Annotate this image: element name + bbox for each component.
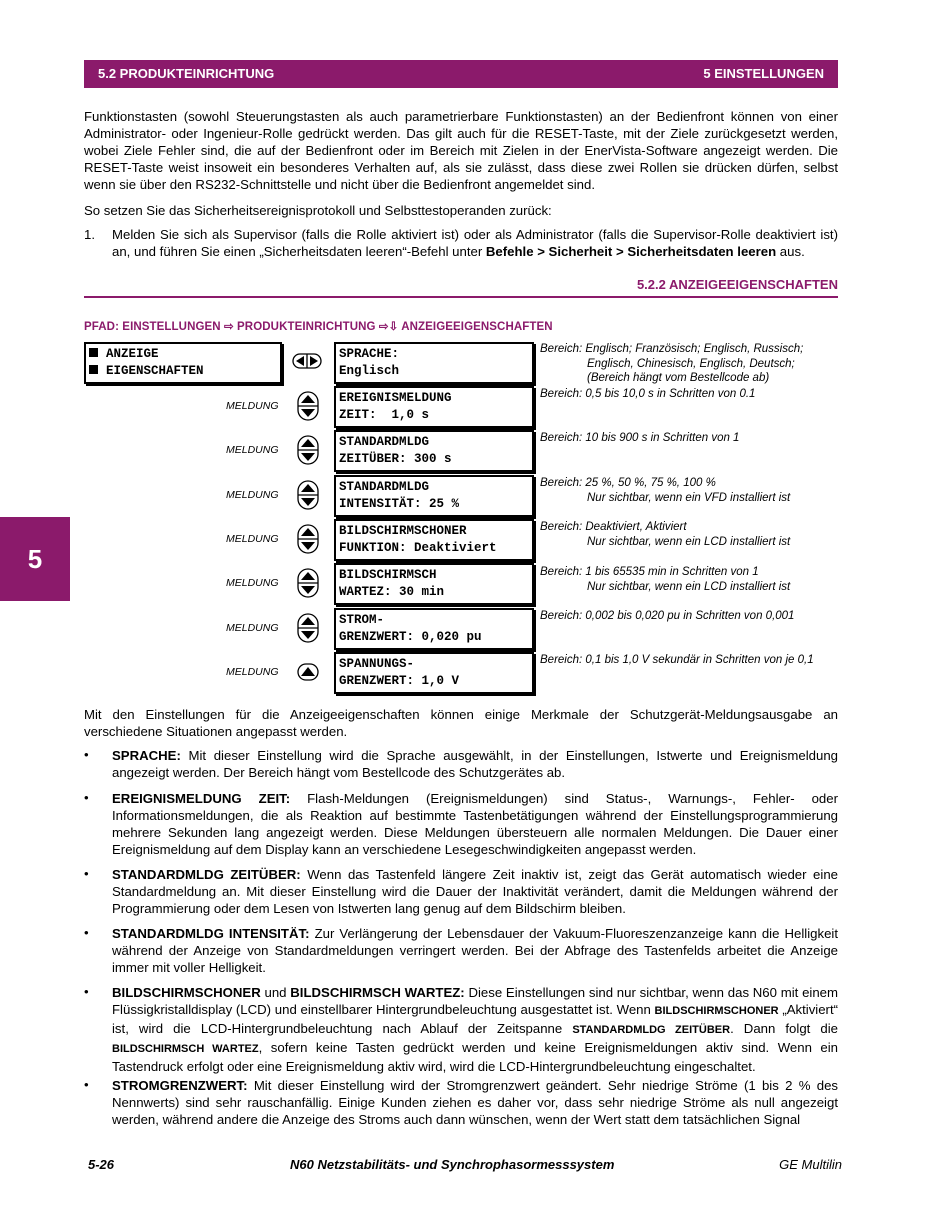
bullet-body: Diese Einstellungen sind nur sichtbar, wenn das N60 mit einem Flüssigkristalldisplay (LCD) und einstellbarer Hintergrundbeleuchtung ausgestattet ist. Wenn	[112, 985, 838, 1017]
section-title: 5.2.2 ANZEIGEEIGENSCHAFTEN	[636, 277, 838, 292]
range-standardmldg-zeitueber	[540, 431, 739, 446]
bullet-body: Mit dieser Einstellung wird die Sprache ausgewählt, in der Einstellungen, Istwerte und Ereignismeldung angezeigt werden. Der Bereich hängt vom Bestellcode des Schutzgerätes ab.	[112, 748, 838, 780]
meldung-label: MELDUNG	[226, 400, 279, 412]
range-line-1: Bereich: Deaktiviert, Aktiviert	[540, 521, 687, 533]
menu-line-1-text: ANZEIGE	[106, 347, 159, 361]
up-down-arrow-icon	[297, 613, 319, 643]
bullet-marker: •	[84, 925, 89, 940]
up-arrow-icon	[297, 663, 319, 681]
lcd-line-2: INTENSITÄT: 25 %	[339, 497, 460, 511]
meldung-label: MELDUNG	[226, 666, 279, 678]
range-line-1: Bereich: 0,5 bis 10,0 s in Schritten von 0.1	[540, 388, 756, 400]
range-line-1: Bereich: 10 bis 900 s in Schritten von 1	[540, 432, 740, 444]
range-line-2: Englisch, Chinesisch, Englisch, Deutsch;	[587, 357, 795, 370]
meldung-label: MELDUNG	[226, 489, 279, 501]
step-text	[112, 226, 838, 260]
description-paragraph: Mit den Einstellungen für die Anzeigeeigenschaften können einige Merkmale der Schutzgerät-Meldungsausgabe an verschiedene Situationen angepasst werden.	[84, 707, 838, 739]
bullet-body: , sofern keine Tasten gedrückt werden und keine Ereignismeldungen aktiv sind. Wenn ein Tastendruck erfolgt oder eine Ereignismeldung aktiv wird, wird die LCD-Hintergrundbeleuchtung eingeschaltet.	[112, 1040, 838, 1074]
page-header	[84, 60, 838, 88]
lcd-bildschirmsch-wartez	[334, 563, 534, 605]
range-line-1: Bereich: 0,002 bis 0,020 pu in Schritten von 0,001	[540, 610, 795, 622]
bullet-term-2: BILDSCHIRMSCH WARTEZ:	[290, 985, 465, 1000]
lcd-stromgrenzwert	[334, 608, 534, 650]
intro-paragraph-1: Funktionstasten (sowohl Steuerungstasten als auch parametrierbare Funktionstasten) an der Bedienfront können von einer Administrator- oder Ingenieur-Rolle gedrückt werden. Das gilt auch für die RESET-Taste, mit der Ziele zurückgesetzt werden, wobei Ziele Fehler sind, die auf der Bedienfront oder im Bereich mit Zielen in der EnerVista-Software angezeigt werden. Die RESET-Taste weist insoweit ein besonderes Verhalten auf, als sie zulässt, dass diese zwei Rollen sie drücken dürfen, selbst wenn sie über den RS232-Schnittstelle und nicht über die Bedienfront angemeldet sind.	[84, 109, 838, 192]
up-down-arrow-icon	[297, 391, 319, 421]
up-down-arrow-icon	[297, 524, 319, 554]
publisher: GE Multilin	[779, 1157, 842, 1172]
meldung-label: MELDUNG	[226, 444, 279, 456]
bullet-sprache	[112, 747, 838, 781]
lcd-line-1: STROM-	[339, 613, 385, 627]
bullet-marker: •	[84, 984, 89, 999]
lcd-line-1: SPRACHE:	[339, 347, 400, 361]
header-section-label: 5.2 PRODUKTEINRICHTUNG	[98, 66, 275, 81]
setting-ref: STANDARDMLDG ZEITÜBER	[572, 1024, 731, 1036]
bullet-body: Mit dieser Einstellung wird der Stromgrenzwert geändert. Sehr niedrige Ströme (1 bis 2 % des Nennwerts) sind sehr rauschanfällig. Einige Kunden ziehen es daher vor, dass sehr niedrige Ströme als null angezeigt werden, während andere die Anzeige des Stroms auch dann wünschen, wenn der Wert statt dem tatsächlichen Signal	[112, 1078, 838, 1127]
bullet-bildschirmschoner	[112, 984, 838, 1075]
bullet-ereignismeldung-zeit	[112, 790, 838, 858]
page-number: 5-26	[88, 1157, 115, 1172]
lcd-bildschirmschoner	[334, 519, 534, 561]
lcd-line-1: BILDSCHIRMSCH	[339, 568, 437, 582]
up-down-arrow-icon	[297, 480, 319, 510]
lcd-line-2: Englisch	[339, 364, 400, 378]
range-sprache	[540, 342, 803, 386]
range-bildschirmsch-wartez	[540, 565, 790, 594]
range-line-2: Nur sichtbar, wenn ein LCD installiert ist	[587, 580, 791, 593]
bullet-term: SPRACHE:	[112, 748, 181, 763]
step-command-path: Befehle > Sicherheit > Sicherheitsdaten leeren	[485, 244, 777, 259]
meldung-label: MELDUNG	[226, 533, 279, 545]
setting-ref: BILDSCHIRMSCHONER	[654, 1005, 779, 1017]
range-line-3: (Bereich hängt vom Bestellcode ab)	[587, 372, 770, 384]
step-number: 1.	[84, 227, 95, 242]
lcd-line-1: EREIGNISMELDUNG	[339, 391, 452, 405]
lcd-line-1: BILDSCHIRMSCHONER	[339, 524, 467, 538]
lcd-line-2: ZEIT: 1,0 s	[339, 408, 430, 422]
header-chapter-label: 5 EINSTELLUNGEN	[703, 66, 824, 81]
bullet-term: EREIGNISMELDUNG ZEIT:	[112, 791, 291, 806]
bullet-body: Zur Verlängerung der Lebensdauer der Vakuum-Fluoreszenzanzeige kann die Helligkeit während der Anzeige von Standardmeldungen verringert werden. Bei der Abfrage des Tastenfelds arbeitet die Anzeige immer mit voller Helligkeit.	[112, 926, 838, 975]
range-stromgrenzwert	[540, 609, 794, 624]
lcd-line-2: FUNKTION: Deaktiviert	[339, 541, 497, 555]
settings-path: PFAD: EINSTELLUNGEN ⇨ PRODUKTEINRICHTUNG ⇨⇩ ANZEIGEEIGENSCHAFTEN	[84, 321, 553, 333]
lcd-ereignismeldung-zeit	[334, 386, 534, 428]
lcd-line-2: ZEITÜBER: 300 s	[339, 452, 452, 466]
lcd-line-2: WARTEZ: 30 min	[339, 585, 445, 599]
range-spannungsgrenzwert	[540, 653, 814, 668]
bullet-term: BILDSCHIRMSCHONER	[112, 985, 261, 1000]
range-line-2: Nur sichtbar, wenn ein LCD installiert ist	[587, 535, 791, 548]
bullet-term: STROMGRENZWERT:	[112, 1078, 248, 1093]
left-right-arrow-icon	[292, 353, 322, 369]
lcd-line-2: GRENZWERT: 1,0 V	[339, 674, 460, 688]
lcd-sprache	[334, 342, 534, 384]
bullet-marker: •	[84, 866, 89, 881]
bullet-marker: •	[84, 1077, 89, 1092]
lcd-line-1: SPANNUNGS-	[339, 657, 415, 671]
lcd-line-1: STANDARDMLDG	[339, 480, 430, 494]
menu-header-box	[84, 342, 282, 384]
bullet-term: STANDARDMLDG ZEITÜBER:	[112, 867, 301, 882]
step-text-part: Melden Sie sich als Supervisor (falls die Rolle aktiviert ist) oder als Administrator (falls die Supervisor-Rolle deaktiviert ist) an, und führen Sie einen „Sicherheitsdaten leeren“-Befehl unter	[112, 227, 838, 259]
step-text-end: aus.	[776, 244, 805, 259]
menu-line-2	[89, 363, 280, 380]
menu-line-1	[89, 346, 280, 363]
range-line-1: Bereich: 0,1 bis 1,0 V sekundär in Schritten von je 0,1	[540, 654, 814, 666]
range-ereignismeldung-zeit	[540, 387, 755, 402]
bullet-body: Wenn das Tastenfeld längere Zeit inaktiv ist, zeigt das Gerät automatisch wieder eine Standardmeldung an. Mit dieser Einstellung wird die Dauer der Inaktivität verändert, damit die Meldungen während der Programmierung oder dem Lesen von Istwerten lang genug auf dem Bildschirm bleiben.	[112, 867, 838, 916]
range-line-1: Bereich: 25 %, 50 %, 75 %, 100 %	[540, 477, 716, 489]
lcd-standardmldg-intensitaet	[334, 475, 534, 517]
up-down-arrow-icon	[297, 568, 319, 598]
meldung-label: MELDUNG	[226, 577, 279, 589]
range-line-1: Bereich: Englisch; Französisch; Englisch, Russisch;	[540, 343, 804, 355]
bullet-body: . Dann folgt die	[730, 1021, 838, 1036]
bullet-marker: •	[84, 790, 89, 805]
bullet-term: STANDARDMLDG INTENSITÄT:	[112, 926, 310, 941]
document-title: N60 Netzstabilitäts- und Synchrophasormesssystem	[290, 1157, 615, 1172]
setting-ref: BILDSCHIRMSCH WARTEZ	[112, 1043, 259, 1055]
lcd-standardmldg-zeitueber	[334, 430, 534, 472]
range-line-1: Bereich: 1 bis 65535 min in Schritten von 1	[540, 566, 759, 578]
bullet-standardmldg-zeitueber	[112, 866, 838, 917]
bullet-body: Flash-Meldungen (Ereignismeldungen) sind Status-, Warnungs-, Fehler- oder Informationsmeldungen, die als Reaktion auf bestimmte Tastenbetätigungen während der Einstellungsprogrammierung mehrere Sekunden lang angezeigt werden. Diese Meldungen übersteuern alle normalen Meldungen. Die Dauer einer Ereignismeldung auf dem Display kann an verschiedene Lesegeschwindigkeiten angepasst werden.	[112, 791, 838, 857]
chapter-tab: 5	[0, 517, 70, 601]
menu-line-2-text: EIGENSCHAFTEN	[106, 364, 204, 378]
bullet-stromgrenzwert	[112, 1077, 838, 1128]
range-standardmldg-intensitaet	[540, 476, 790, 505]
range-bildschirmschoner	[540, 520, 790, 549]
intro-paragraph-2: So setzen Sie das Sicherheitsereignisprotokoll und Selbsttestoperanden zurück:	[84, 203, 552, 218]
range-line-2: Nur sichtbar, wenn ein VFD installiert ist	[587, 491, 791, 504]
lcd-spannungsgrenzwert	[334, 652, 534, 694]
meldung-label: MELDUNG	[226, 622, 279, 634]
bullet-standardmldg-intensitaet	[112, 925, 838, 976]
bullet-body: „Aktiviert“ ist, wird die LCD-Hintergrundbeleuchtung nach Ablauf der Zeitspanne	[112, 1002, 838, 1036]
bullet-marker: •	[84, 747, 89, 762]
lcd-line-1: STANDARDMLDG	[339, 435, 430, 449]
lcd-line-2: GRENZWERT: 0,020 pu	[339, 630, 482, 644]
section-divider	[84, 296, 838, 298]
up-down-arrow-icon	[297, 435, 319, 465]
bullet-conjunction: und	[260, 985, 291, 1000]
